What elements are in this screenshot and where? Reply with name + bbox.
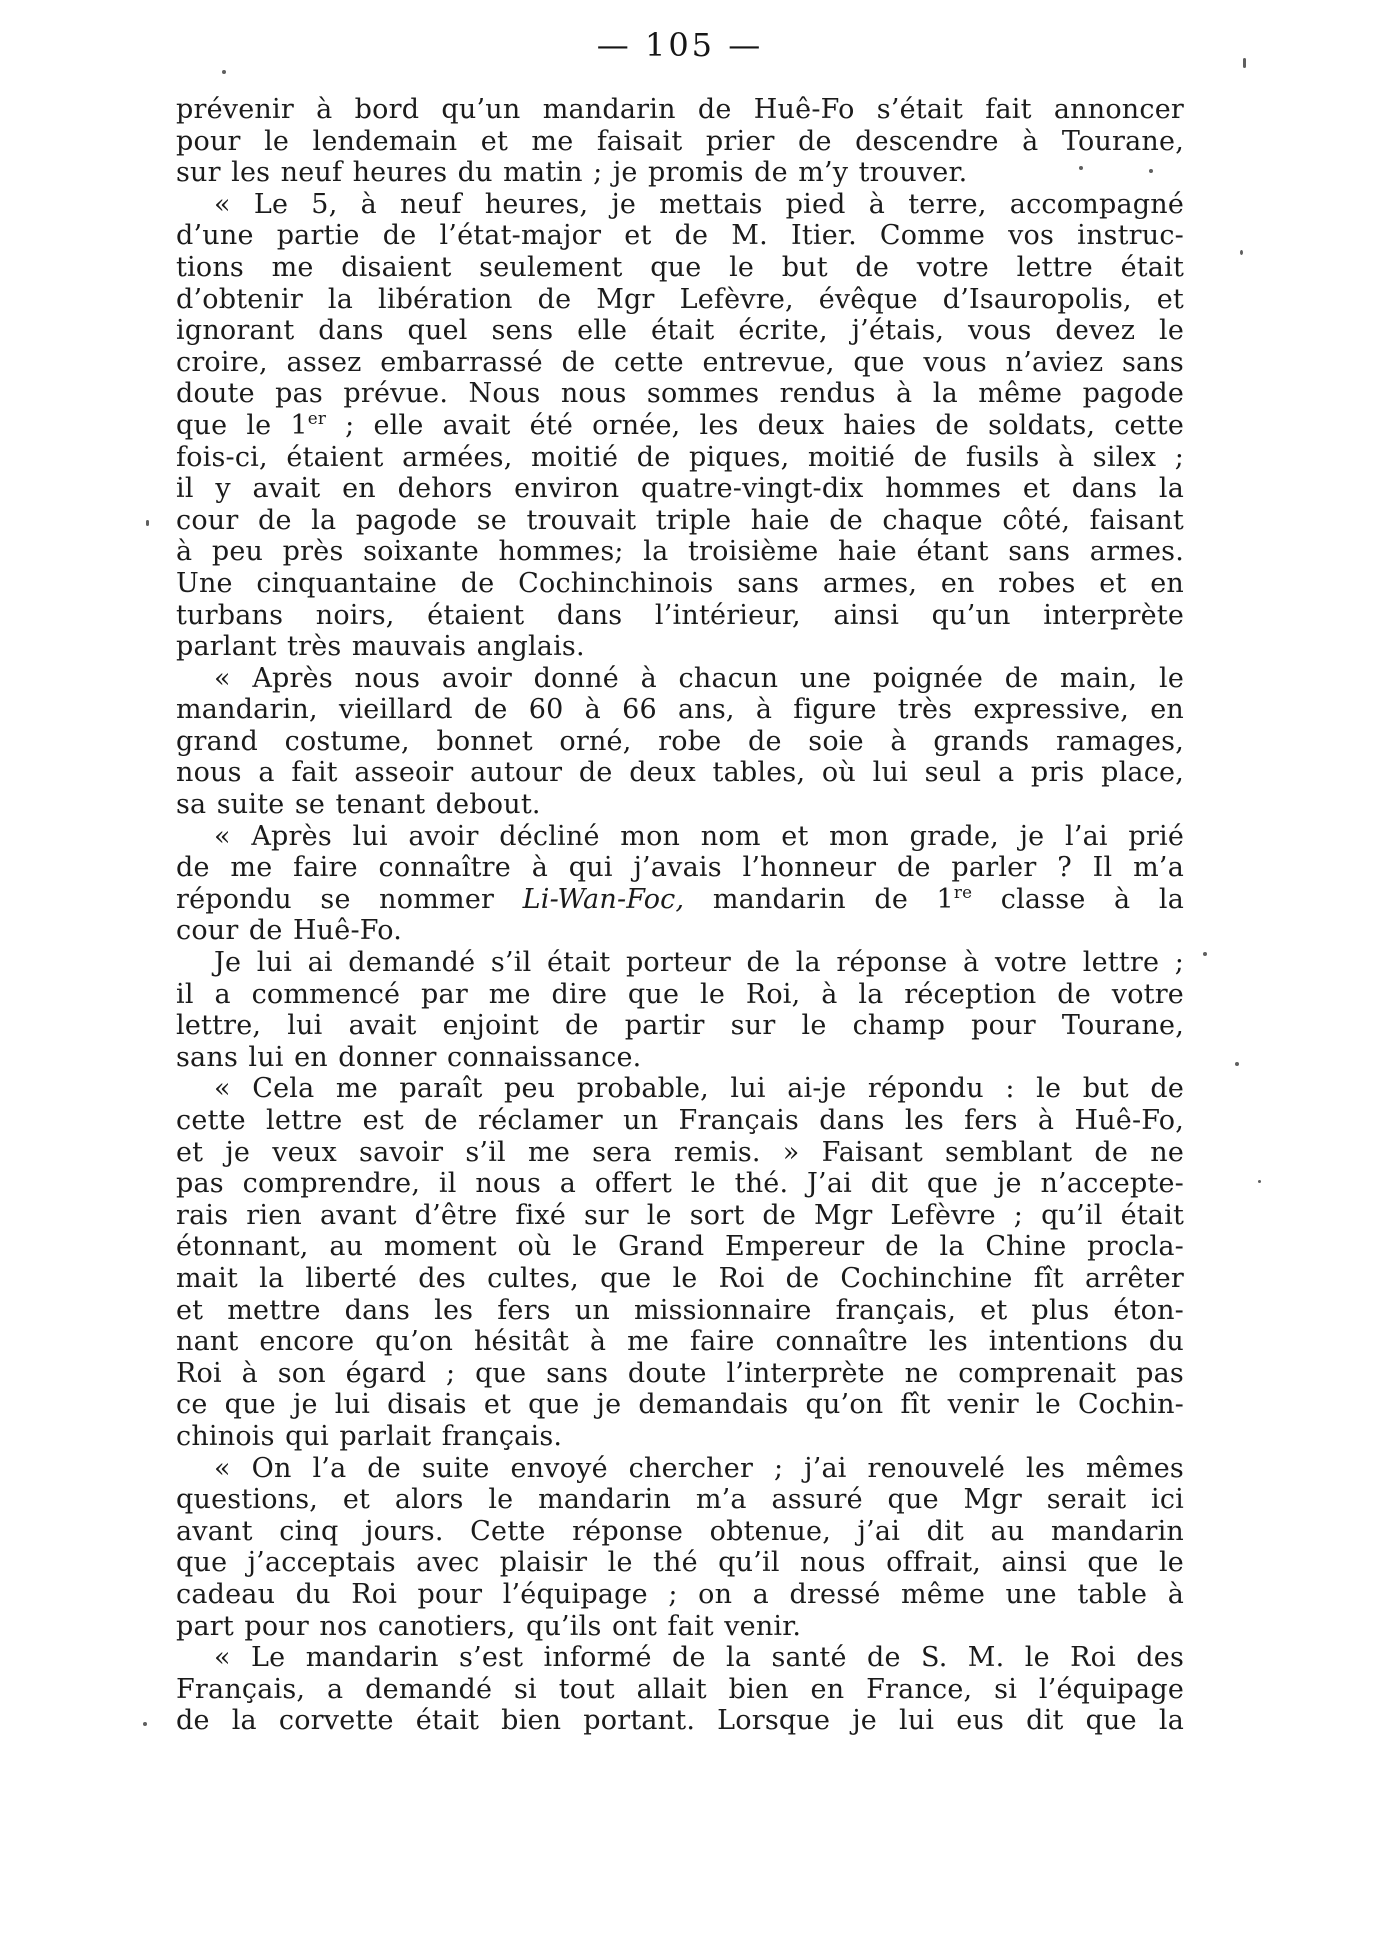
text-line: mandarin, vieillard de 60 à 66 ans, à figure très expressive, en	[176, 694, 1184, 726]
text-line: ce que je lui disais et que je demandais qu’on fît venir le Cochin-	[176, 1389, 1184, 1421]
text-line: d’une partie de l’état-major et de M. Itier. Comme vos instruc-	[176, 220, 1184, 252]
text-line: « Le 5, à neuf heures, je mettais pied à terre, accompagné	[214, 188, 1184, 220]
text-line: cadeau du Roi pour l’équipage ; on a dressé même une table à	[176, 1578, 1184, 1610]
text-line: sur les neuf heures du matin ; je promis de m’y trouver.	[176, 157, 968, 189]
text-line: que j’acceptais avec plaisir le thé qu’il nous offrait, ainsi que le	[176, 1547, 1184, 1579]
text-line: questions, et alors le mandarin m’a assuré que Mgr serait ici	[176, 1484, 1184, 1516]
text-line: cour de Huê-Fo.	[176, 915, 402, 947]
text-line: tions me disaient seulement que le but de votre lettre était	[176, 251, 1184, 283]
text-line: et je veux savoir s’il me sera remis. » Faisant semblant de ne	[176, 1136, 1184, 1168]
text-line: il y avait en dehors environ quatre-vingt-dix hommes et dans la	[176, 473, 1184, 505]
text-line: grand costume, bonnet orné, robe de soie à grands ramages,	[176, 725, 1184, 757]
text-line: Français, a demandé si tout allait bien en France, si l’équipage	[176, 1673, 1184, 1705]
text-line: nant encore qu’on hésitât à me faire connaître les intentions du	[176, 1326, 1184, 1358]
scan-speck	[143, 1722, 147, 1726]
text-line: Une cinquantaine de Cochinchinois sans armes, en robes et en	[176, 567, 1184, 599]
text-line: à peu près soixante hommes; la troisième haie étant sans armes.	[176, 536, 1184, 568]
text-line: « Le mandarin s’est informé de la santé de S. M. le Roi des	[214, 1642, 1184, 1674]
text-line: « Après nous avoir donné à chacun une poignée de main, le	[214, 662, 1184, 694]
text-line: « Cela me paraît peu probable, lui ai-je répondu : le but de	[214, 1073, 1184, 1105]
text-line: « Après lui avoir décliné mon nom et mon grade, je l’ai prié	[214, 820, 1184, 852]
text-line: avant cinq jours. Cette réponse obtenue, j’ai dit au mandarin	[176, 1515, 1184, 1547]
text-line: sa suite se tenant debout.	[176, 789, 541, 821]
text-line: cette lettre est de réclamer un Français dans les fers à Huê-Fo,	[176, 1105, 1184, 1136]
scan-speck	[1258, 1180, 1261, 1183]
text-line: que le 1er ; elle avait été ornée, les deux haies de soldats, cette	[176, 407, 1185, 441]
scan-speck	[146, 520, 149, 526]
text-line: chinois qui parlait français.	[176, 1420, 563, 1452]
text-line: croire, assez embarrassé de cette entrevue, que vous n’aviez sans	[176, 346, 1184, 378]
scan-speck	[1149, 169, 1153, 173]
scan-speck	[222, 70, 226, 74]
text-line: et mettre dans les fers un missionnaire français, et plus éton-	[176, 1294, 1184, 1326]
text-line: turbans noirs, étaient dans l’intérieur, ainsi qu’un interprète	[176, 599, 1184, 631]
text-line: de me faire connaître à qui j’avais l’honneur de parler ? Il m’a	[176, 852, 1184, 884]
text-line: Roi à son égard ; que sans doute l’interprète ne comprenait pas	[176, 1357, 1184, 1389]
text-line: d’obtenir la libération de Mgr Lefèvre, évêque d’Isauropolis, et	[176, 283, 1184, 315]
text-line: de la corvette était bien portant. Lorsque je lui eus dit que la	[176, 1705, 1184, 1737]
text-line: Je lui ai demandé s’il était porteur de la réponse à votre lettre ;	[214, 947, 1184, 979]
text-line: parlant très mauvais anglais.	[176, 631, 585, 663]
text-line: il a commencé par me dire que le Roi, à la réception de votre	[176, 978, 1184, 1010]
page-number: — 105 —	[596, 26, 764, 64]
scan-speck	[1235, 1062, 1239, 1066]
text-line: nous a fait asseoir autour de deux tables, où lui seul a pris place,	[176, 757, 1184, 789]
text-line: étonnant, au moment où le Grand Empereur de la Chine procla-	[176, 1231, 1184, 1263]
text-line: fois-ci, étaient armées, moitié de piques, moitié de fusils à silex ;	[176, 441, 1184, 473]
text-line: lettre, lui avait enjoint de partir sur le champ pour Tourane,	[176, 1010, 1184, 1042]
scan-speck	[1079, 166, 1083, 170]
text-line: cour de la pagode se trouvait triple haie de chaque côté, faisant	[176, 504, 1184, 536]
text-line: part pour nos canotiers, qu’ils ont fait venir.	[176, 1610, 802, 1642]
text-line: sans lui en donner connaissance.	[176, 1041, 642, 1073]
text-line: « On l’a de suite envoyé chercher ; j’ai renouvelé les mêmes	[214, 1452, 1184, 1484]
scan-speck	[1203, 952, 1207, 956]
text-line: ignorant dans quel sens elle était écrite, j’étais, vous devez le	[176, 315, 1184, 347]
text-line: répondu se nommer Li-Wan-Foc, mandarin de 1re classe à la	[176, 881, 1184, 915]
text-line: prévenir à bord qu’un mandarin de Huê-Fo s’était fait annoncer	[176, 94, 1184, 125]
text-line: mait la liberté des cultes, que le Roi de Cochinchine fît arrêter	[176, 1262, 1184, 1294]
text-line: pas comprendre, il nous a offert le thé. J’ai dit que je n’accepte-	[176, 1168, 1184, 1200]
text-line: doute pas prévue. Nous nous sommes rendus à la même pagode	[176, 378, 1184, 410]
text-line: pour le lendemain et me faisait prier de descendre à Tourane,	[176, 125, 1184, 157]
scan-speck	[1240, 250, 1243, 255]
scan-speck	[1243, 58, 1246, 68]
text-block	[176, 94, 1184, 1737]
text-line: rais rien avant d’être fixé sur le sort de Mgr Lefèvre ; qu’il était	[176, 1199, 1184, 1231]
